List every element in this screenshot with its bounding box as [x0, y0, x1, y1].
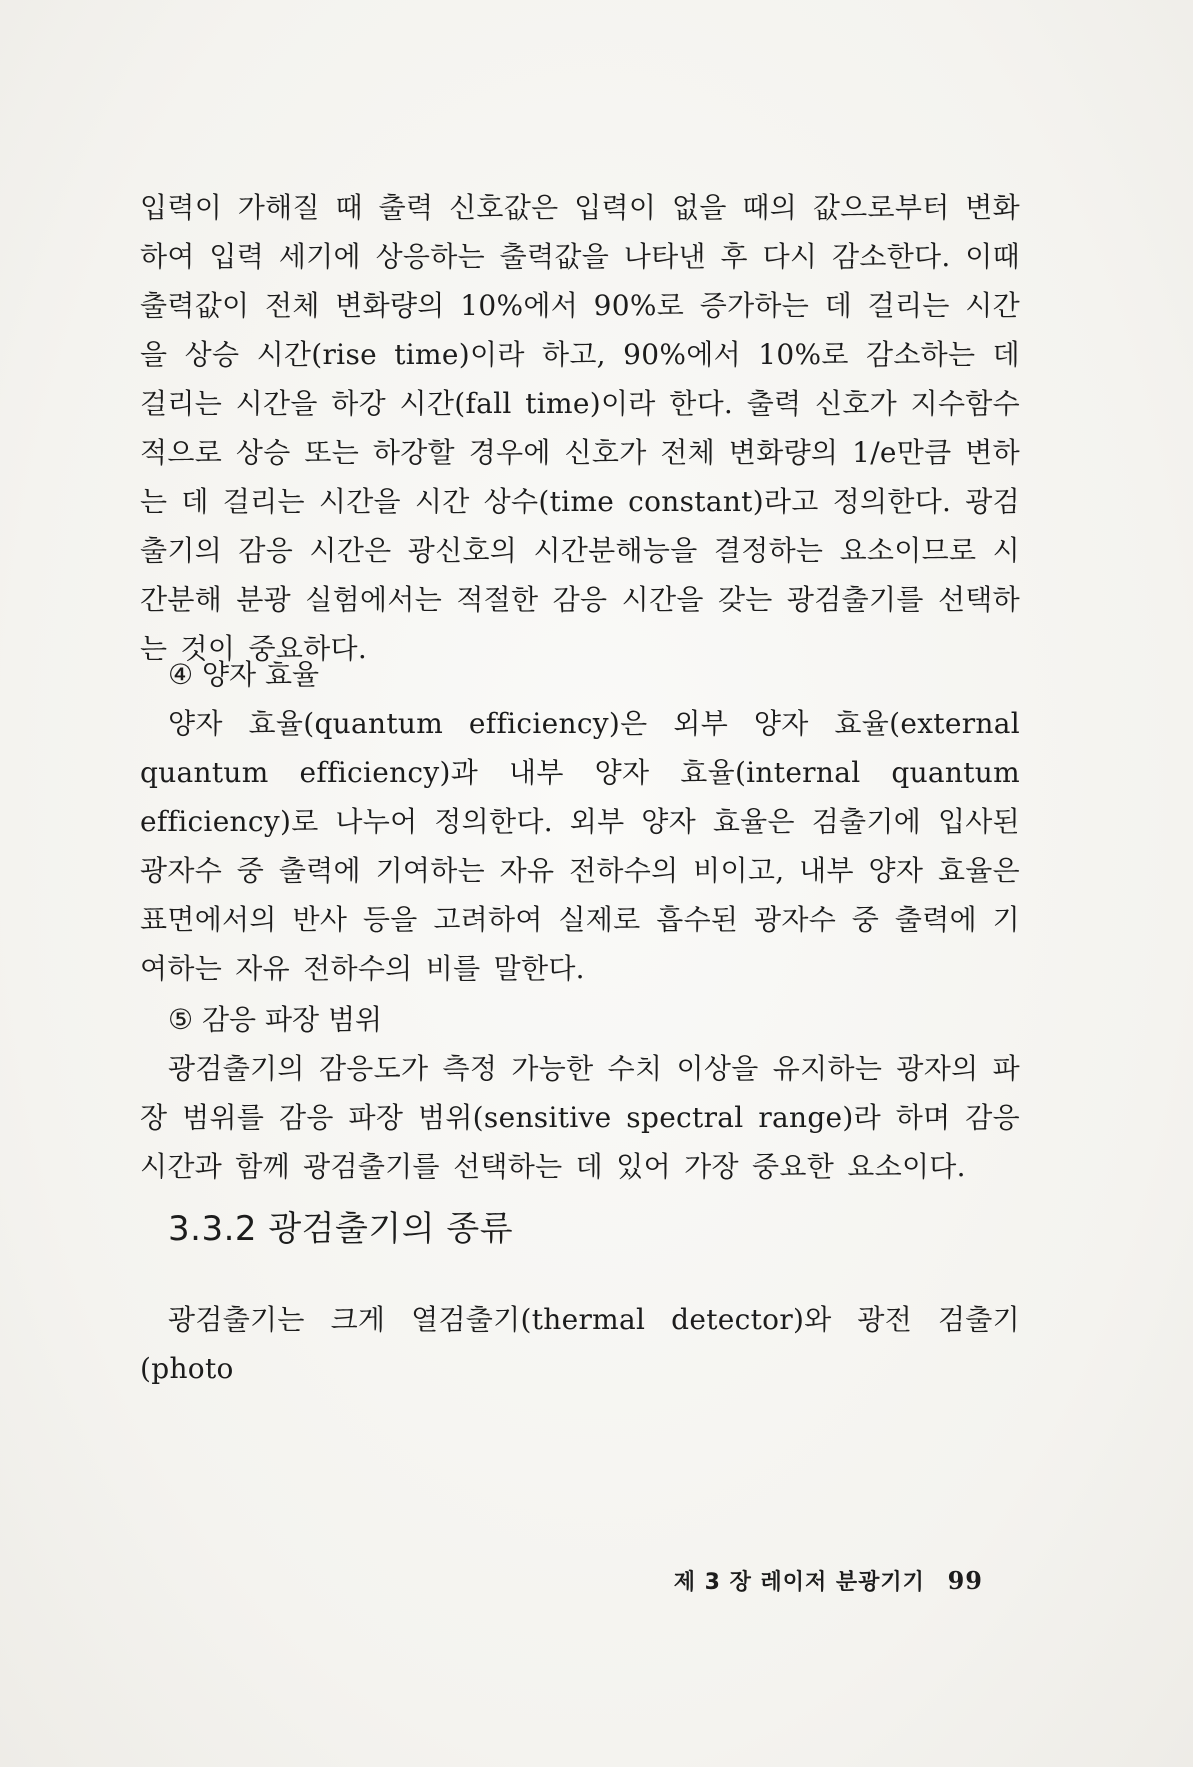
paragraph-response-time: 입력이 가해질 때 출력 신호값은 입력이 없을 때의 값으로부터 변화하여 입력 세기에 상응하는 출력값을 나타낸 후 다시 감소한다. 이때 출력값이 전체 변화량의 10%에서 90%로 증가하는 데 걸리는 시간을 상승 시간(rise time)이라 하고, 90%에서 10%로 감소하는 데 걸리는 시간을 하강 시간(fall time)이라 한다. 출력 신호가 지수함수적으로 상승 또는 하강할 경우에 신호가 전체 변화량의 1/e만큼 변하는 데 걸리는 시간을 시간 상수(time constant)라고 정의한다. 광검출기의 감응 시간은 광신호의 시간분해능을 결정하는 요소이므로 시간분해 분광 실험에서는 적절한 감응 시간을 갖는 광검출기를 선택하는 것이 중요하다.	[140, 191, 1020, 665]
item-heading-spectral-range: ⑤ 감응 파장 범위	[168, 1003, 383, 1036]
section-heading: 3.3.2 광검출기의 종류	[168, 1209, 514, 1249]
footer-chapter-title: 제 3 장 레이저 분광기기	[673, 1570, 925, 1595]
paragraph-detector-types: 광검출기는 크게 열검출기(thermal detector)와 광전 검출기(photo	[140, 1303, 1020, 1385]
item-spectral-range	[140, 995, 1020, 1191]
item-heading-quantum-efficiency: ④ 양자 효율	[168, 658, 320, 691]
page-footer	[674, 1565, 983, 1596]
page-number: 99	[947, 1566, 983, 1595]
section-detector-types	[140, 1203, 1020, 1255]
body-text-bottom	[140, 1295, 1020, 1393]
item-quantum-efficiency	[140, 650, 1020, 993]
paragraph-quantum-efficiency: 양자 효율(quantum efficiency)은 외부 양자 효율(external quantum efficiency)과 내부 양자 효율(internal quantum efficiency)로 나누어 정의한다. 외부 양자 효율은 검출기에 입사된 광자수 중 출력에 기여하는 자유 전하수의 비이고, 내부 양자 효율은 표면에서의 반사 등을 고려하여 실제로 흡수된 광자수 중 출력에 기여하는 자유 전하수의 비를 말한다.	[140, 707, 1020, 985]
body-text-top	[140, 183, 1020, 673]
paragraph-spectral-range: 광검출기의 감응도가 측정 가능한 수치 이상을 유지하는 광자의 파장 범위를 감응 파장 범위(sensitive spectral range)라 하며 감응 시간과 함께 광검출기를 선택하는 데 있어 가장 중요한 요소이다.	[140, 1052, 1020, 1183]
